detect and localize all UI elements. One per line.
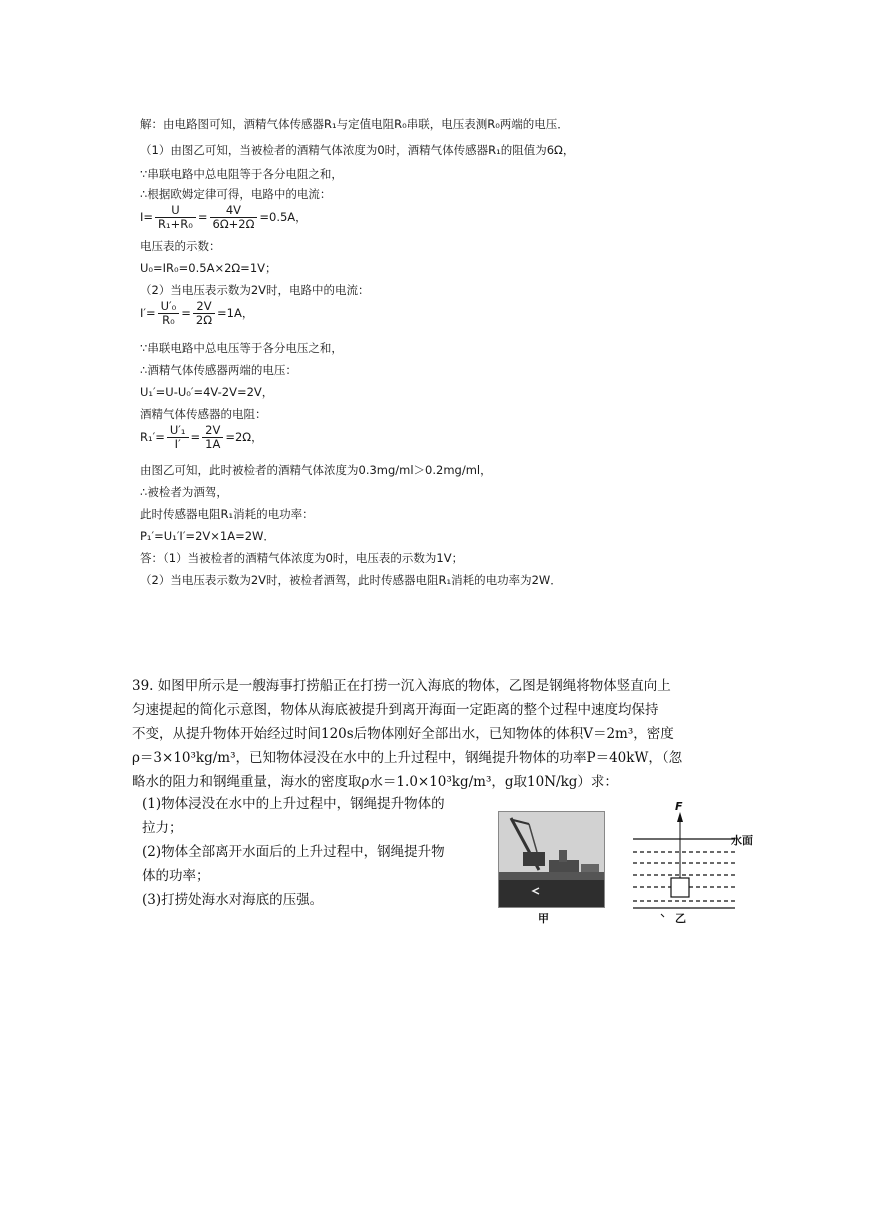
- fraction: [210, 204, 258, 231]
- question-text-line: 不变，从提升物体开始经过时间120s后物体刚好全部出水，已知物体的体积V＝2m³，密度: [132, 726, 674, 742]
- eq-equals: =: [197, 210, 208, 224]
- question-text-line: 39. 如图甲所示是一艘海事打捞船正在打捞一沉入海底的物体，乙图是钢绳将物体竖直向上: [132, 678, 671, 694]
- eq-equals: =: [190, 430, 201, 444]
- solution-line: ∵串联电路中总电压等于各分电压之和，: [140, 341, 343, 355]
- fraction-numerator: U: [155, 204, 196, 218]
- sub-question-2: (2)物体全部离开水面后的上升过程中，钢绳提升物: [142, 844, 445, 860]
- solution-line: 电压表的示数：: [140, 239, 221, 253]
- sub-question-3: (3)打捞处海水对海底的压强。: [142, 892, 324, 908]
- solution-line: （2）当电压表示数为2V时，电路中的电流：: [140, 283, 370, 297]
- fraction-denominator: R₁+R₀: [158, 217, 193, 231]
- fraction-denominator: I′: [174, 437, 181, 451]
- eq-lhs: I=: [140, 210, 154, 224]
- figure-jia-caption: 甲: [538, 912, 549, 925]
- fraction-numerator: 2V: [202, 424, 223, 438]
- solution-line: U₀=IR₀=0.5A×2Ω=1V；: [140, 261, 277, 275]
- solution-line: （1）由图乙可知，当被检者的酒精气体浓度为0时，酒精气体传感器R₁的阻值为6Ω，: [140, 143, 575, 157]
- water-surface-label: 水面: [731, 834, 753, 847]
- fraction: [193, 300, 215, 327]
- question-text-line: ρ＝3×10³kg/m³，已知物体浸没在水中的上升过程中，钢绳提升物体的功率P＝40kW，（忽: [132, 750, 683, 766]
- fraction: [155, 204, 196, 231]
- fraction-numerator: 2V: [193, 300, 215, 314]
- figure-yi-caption: 乙: [675, 912, 686, 925]
- equation-current-2: [140, 300, 253, 327]
- solution-line: （2）当电压表示数为2V时，被检者酒驾，此时传感器电阻R₁消耗的电功率为2W．: [140, 573, 562, 587]
- equation-current: [140, 204, 307, 231]
- solution-line: ∵串联电路中总电阻等于各分电阻之和，: [140, 167, 343, 181]
- salvage-ship-image: [499, 812, 604, 907]
- eq-lhs: R₁′=: [140, 430, 165, 444]
- solution-line: 解：由电路图可知，酒精气体传感器R₁与定值电阻R₀串联，电压表测R₀两端的电压．: [140, 117, 569, 131]
- eq-rhs: =2Ω，: [225, 430, 263, 444]
- question-text-line: 略水的阻力和钢绳重量，海水的密度取ρ水＝1.0×10³kg/m³，g取10N/kg）求：: [132, 774, 618, 790]
- force-arrow-icon: [677, 812, 683, 822]
- fraction-denominator: 6Ω+2Ω: [212, 217, 255, 231]
- fraction: [167, 424, 189, 451]
- solution-line: ∴酒精气体传感器两端的电压：: [140, 363, 297, 377]
- question-text-line: 匀速提起的简化示意图，物体从海底被提升到离开海面一定距离的整个过程中速度均保持: [132, 702, 659, 718]
- eq-rhs: =0.5A，: [259, 210, 307, 224]
- eq-lhs: I′=: [140, 306, 156, 320]
- equation-resistance: [140, 424, 263, 451]
- fraction-denominator: 2Ω: [195, 313, 213, 327]
- solution-line: 此时传感器电阻R₁消耗的电功率：: [140, 507, 314, 521]
- solution-line: ∴根据欧姆定律可得，电路中的电流：: [140, 187, 332, 201]
- fraction-numerator: 4V: [210, 204, 258, 218]
- sub-question-2-cont: 体的功率；: [142, 868, 210, 884]
- tick-mark: [661, 914, 664, 917]
- fraction-numerator: U′₁: [167, 424, 189, 438]
- sub-question-1-cont: 拉力；: [142, 820, 183, 836]
- solution-line: ∴被检者为酒驾，: [140, 485, 228, 499]
- solution-line: 答：（1）当被检者的酒精气体浓度为0时，电压表的示数为1V；: [140, 551, 464, 565]
- submerged-object: [671, 878, 689, 897]
- solution-line: 酒精气体传感器的电阻：: [140, 407, 267, 421]
- force-label: F: [675, 800, 683, 813]
- fraction-denominator: R₀: [162, 313, 175, 327]
- fraction-denominator: 1A: [205, 437, 221, 451]
- salvage-ship-photo: [498, 811, 605, 908]
- solution-line: P₁′=U₁′I′=2V×1A=2W．: [140, 529, 275, 543]
- sub-question-1: (1)物体浸没在水中的上升过程中，钢绳提升物体的: [142, 796, 445, 812]
- solution-line: U₁′=U-U₀′=4V-2V=2V，: [140, 385, 274, 399]
- fraction: [202, 424, 223, 451]
- eq-equals: =: [181, 306, 191, 320]
- eq-rhs: =1A，: [217, 306, 254, 320]
- lifting-schematic: [625, 806, 760, 921]
- solution-line: 由图乙可知，此时被检者的酒精气体浓度为0.3mg/ml＞0.2mg/ml，: [140, 463, 492, 477]
- fraction: [158, 300, 180, 327]
- fraction-numerator: U′₀: [158, 300, 180, 314]
